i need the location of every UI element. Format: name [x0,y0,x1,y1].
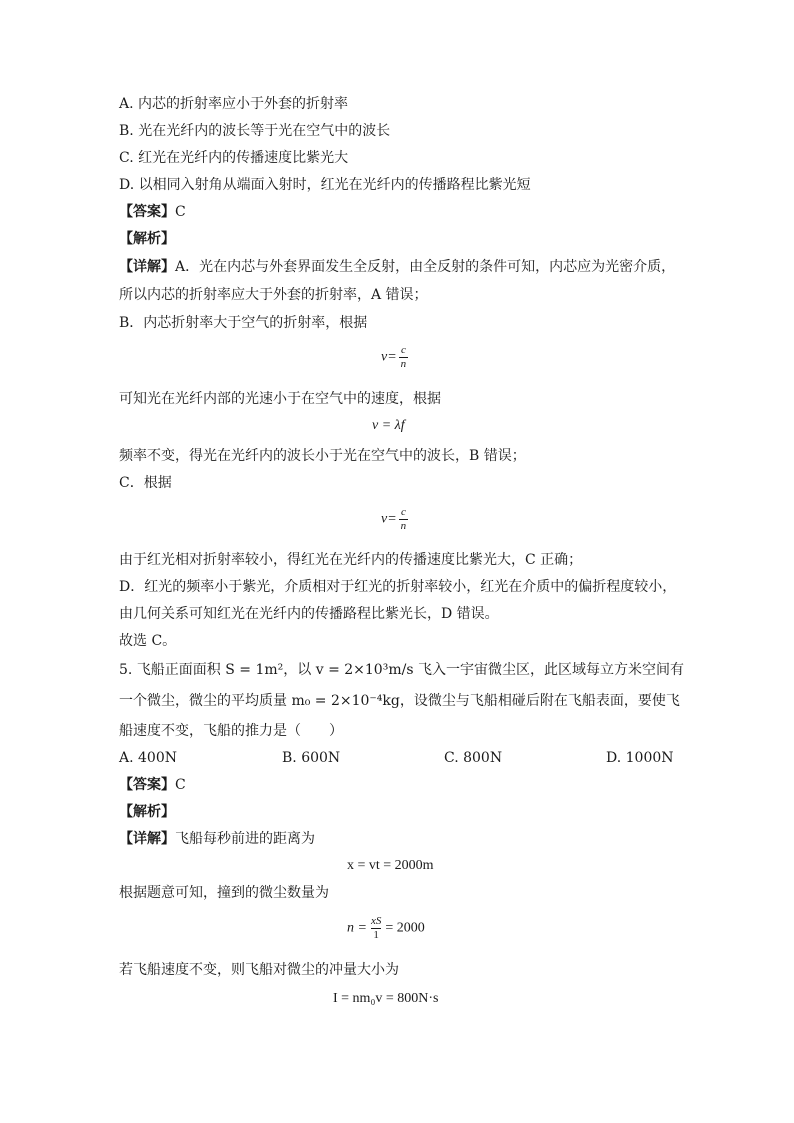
formula-v-lambda-f: v = λf [372,418,405,433]
q5-answer [119,775,186,795]
q4-option-c: C. 红光在光纤内的传播速度比紫光大 [119,150,349,166]
q4-option-b: B. 光在光纤内的波长等于光在空气中的波长 [119,123,391,139]
formula-impulse: I = nm₀v = 800N·s [333,991,439,1006]
formula-lhs: v= [381,511,397,527]
q4-detail-a1 [119,257,675,277]
q4-detail-d2: 由几何关系可知红光在光纤内的传播路程比紫光长，D 错误。 [119,606,499,622]
denominator: n [400,358,407,370]
formula-lhs: n = [347,920,367,936]
q4-detail-d1: D．红光的频率小于紫光，介质相对于红光的折射率较小，红光在介质中的偏折程度较小， [119,579,677,595]
q4-option-d: D. 以相同入射角从端面入射时，红光在光纤内的传播路程比紫光短 [119,177,531,193]
q4-detail-a2: 所以内芯的折射率应大于外套的折射率，A 错误； [119,287,428,303]
q5-option-c: C. 800N [444,750,503,766]
formula-n-count [347,915,425,942]
answer-value: C [175,777,186,793]
numerator: xS [370,915,382,927]
q5-option-a: A. 400N [119,750,177,766]
q5-stem-line2: 一个微尘，微尘的平均质量 m₀ = 2×10⁻⁴kg，设微尘与飞船相碰后附在飞船表面，要使飞 [119,693,680,709]
q4-analysis-tag [119,229,175,249]
formula-v-c-over-n-1 [381,344,410,371]
detail-text: 飞船每秒前进的距离为 [175,831,315,847]
formula-x-vt: x = vt = 2000m [347,858,434,873]
q5-detail-l1 [119,829,315,849]
numerator: c [400,344,406,356]
detail-tag: 【详解】 [119,259,175,275]
detail-tag: 【详解】 [119,831,175,847]
q5-option-b: B. 600N [282,750,341,766]
q4-detail-c2: 由于红光相对折射率较小，得红光在光纤内的传播速度比紫光大，C 正确； [119,552,583,568]
denominator: n [400,520,407,532]
q4-conclusion: 故选 C。 [119,633,177,649]
answer-tag: 【答案】 [119,777,175,793]
numerator: c [400,506,406,518]
fraction [399,344,409,371]
fraction [369,915,383,942]
q4-detail-b1: B．内芯折射率大于空气的折射率，根据 [119,315,368,331]
formula-v-c-over-n-2 [381,506,410,533]
q4-detail-c1: C．根据 [119,475,172,491]
q4-detail-b2: 可知光在光纤内部的光速小于在空气中的速度，根据 [119,391,441,407]
denominator: 1 [373,929,379,941]
analysis-tag: 【解析】 [119,231,175,247]
q5-detail-l3: 若飞船速度不变，则飞船对微尘的冲量大小为 [119,962,399,978]
fraction [399,506,409,533]
q4-option-a: A. 内芯的折射率应小于外套的折射率 [119,96,349,112]
answer-value: C [175,204,186,220]
analysis-tag: 【解析】 [119,804,175,820]
q5-detail-l2: 根据题意可知，撞到的微尘数量为 [119,885,329,901]
q4-answer [119,202,186,222]
detail-text: A．光在内芯与外套界面发生全反射，由全反射的条件可知，内芯应为光密介质， [175,259,676,275]
q5-analysis-tag [119,802,175,822]
q5-option-d: D. 1000N [606,750,674,766]
q4-detail-b3: 频率不变，得光在光纤内的波长小于光在空气中的波长，B 错误； [119,448,526,464]
formula-rhs: = 2000 [385,920,425,936]
formula-lhs: v= [381,349,397,365]
answer-tag: 【答案】 [119,204,175,220]
q5-stem-line1: 5. 飞船正面面积 S = 1m²，以 v = 2×10³m/s 飞入一宇宙微尘区，此区域每立方米空间有 [119,662,684,678]
q5-stem-line3: 船速度不变，飞船的推力是（ ） [119,723,343,739]
